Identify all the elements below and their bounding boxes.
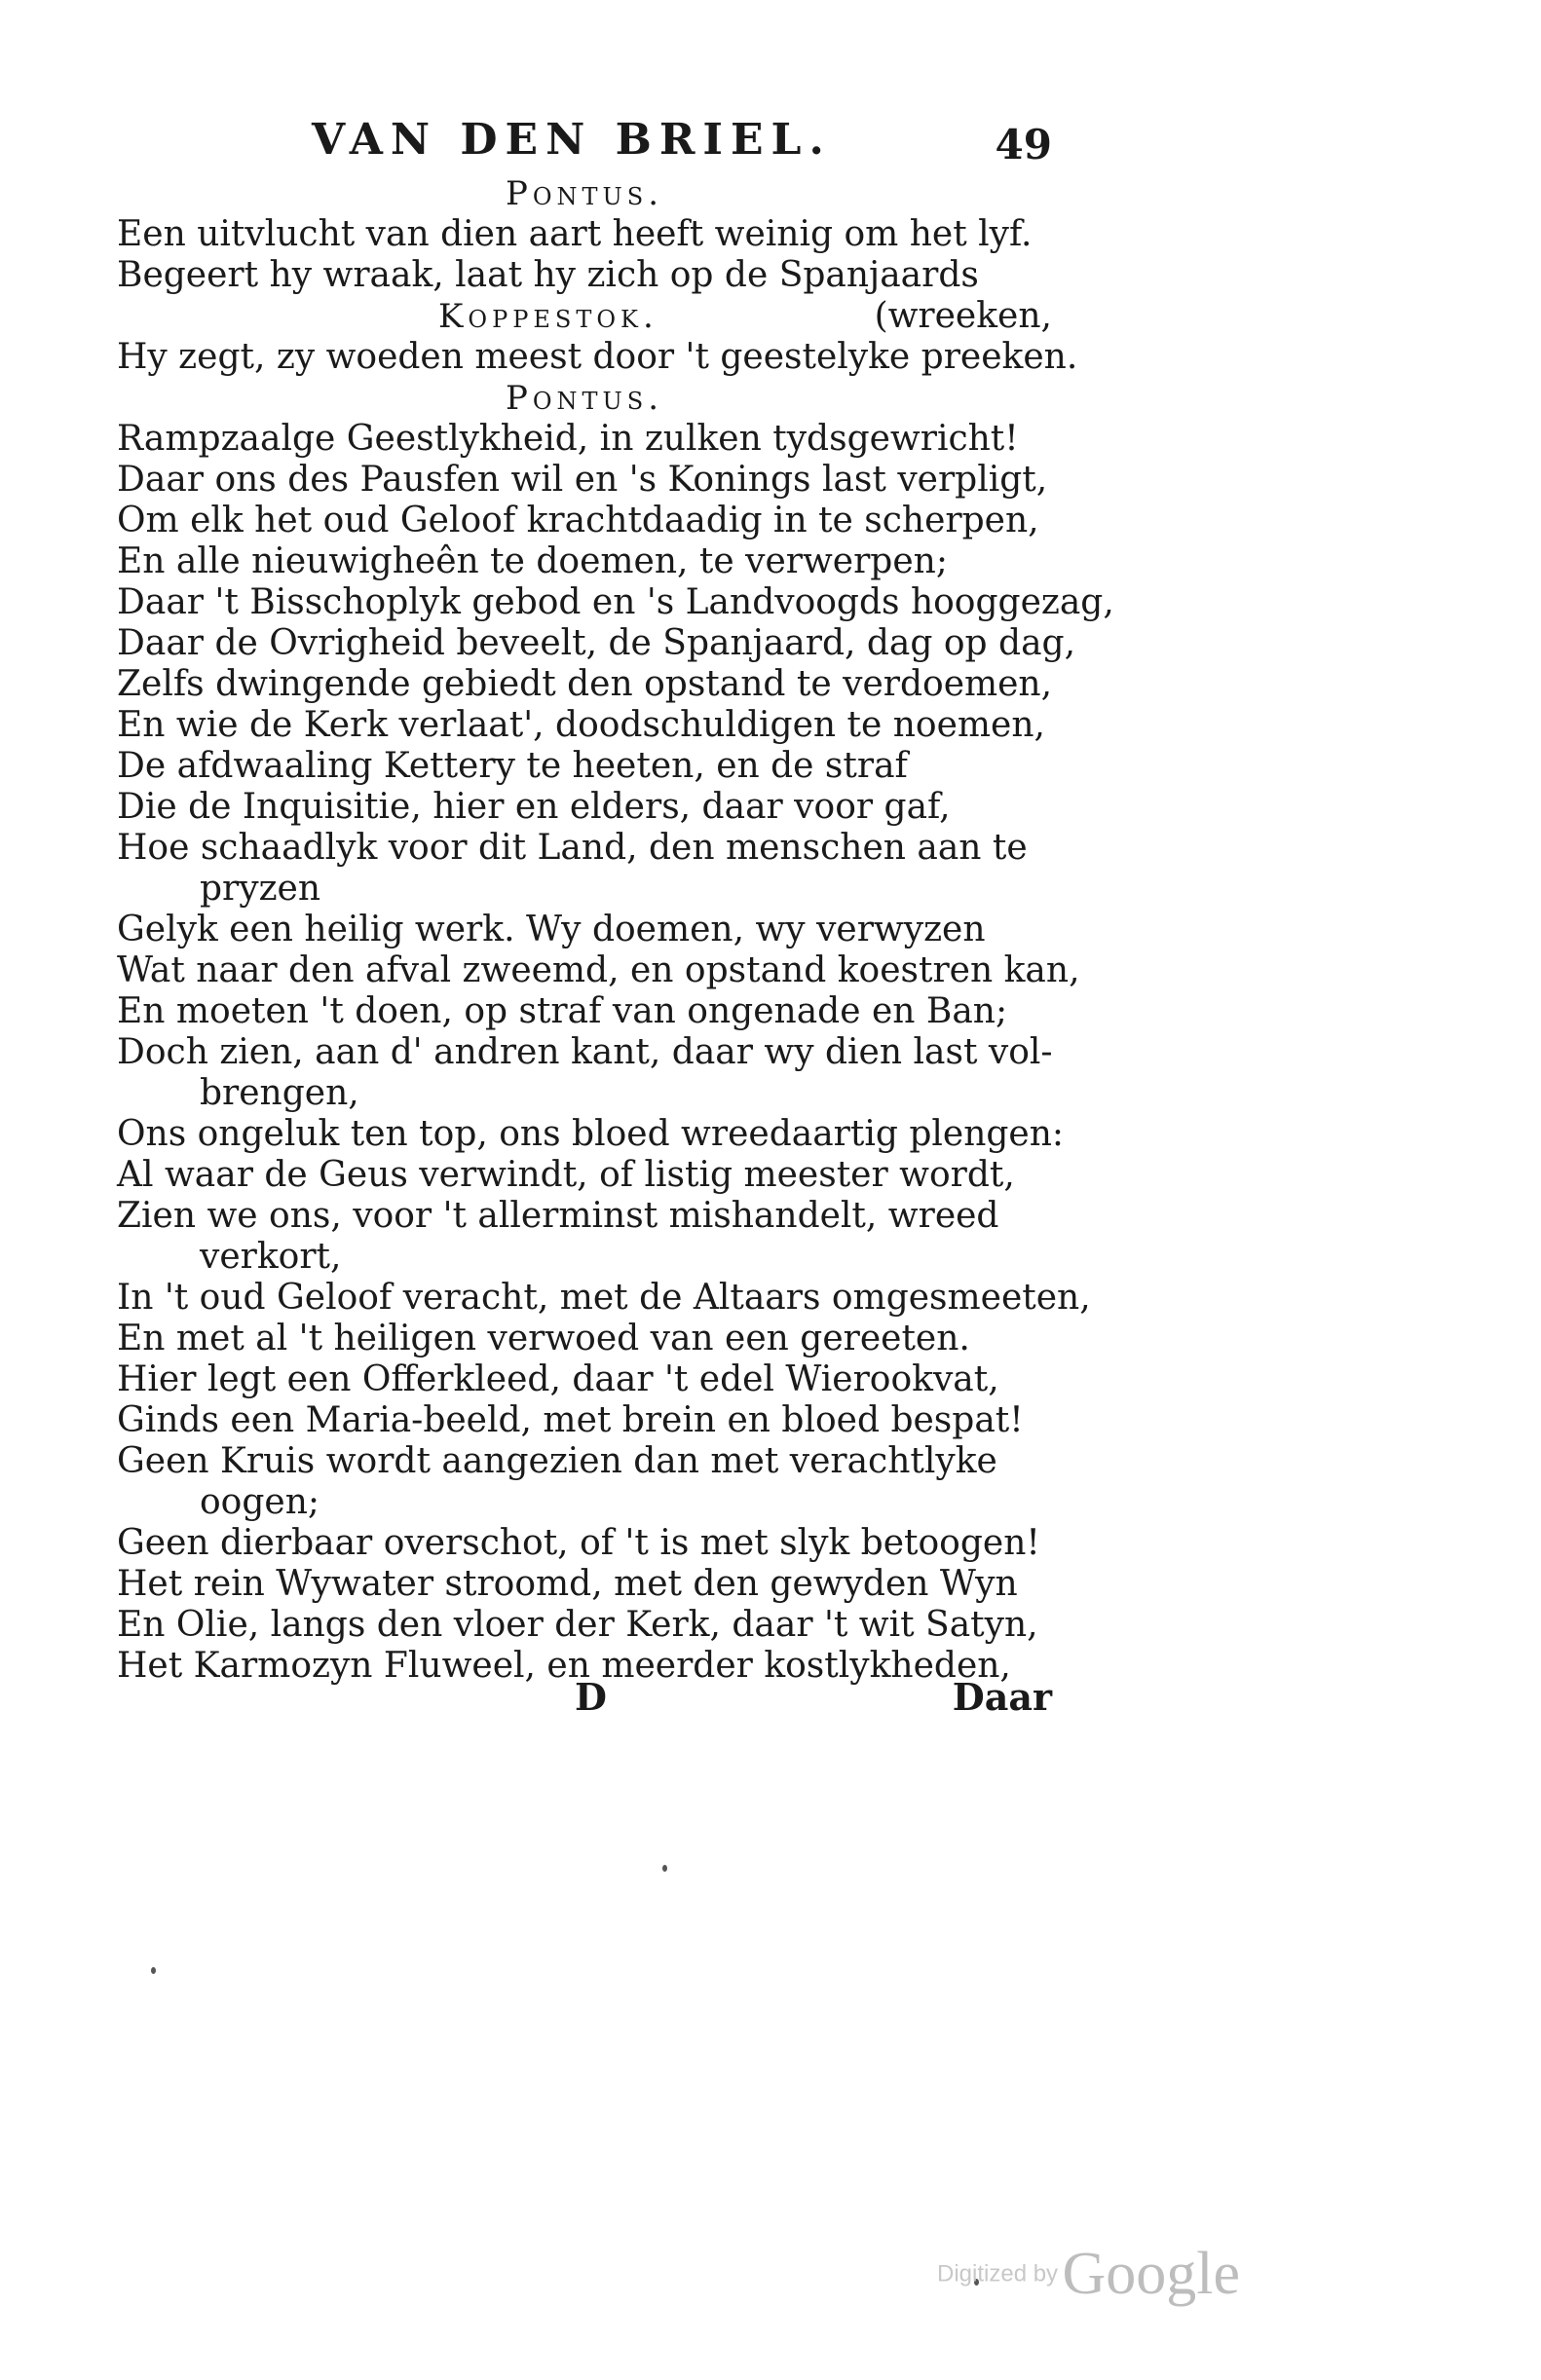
speaker-name: Pontus. <box>505 174 664 213</box>
verse-line: In 't oud Geloof veracht, met de Altaars omgesmeeten, <box>117 1278 1091 1318</box>
verse-line: Daar ons des Pausfen wil en 's Konings last verpligt, <box>117 460 1048 500</box>
verse-line: Het Karmozyn Fluweel, en meerder kostlykheden, <box>117 1646 1011 1686</box>
verse-line: Een uitvlucht van dien aart heeft weinig om het lyf. <box>117 214 1033 254</box>
verse-line: En wie de Kerk verlaat', doodschuldigen te noemen, <box>117 705 1045 745</box>
watermark-brand: Google <box>1062 2241 1241 2307</box>
verse-turnover: oogen; <box>200 1482 320 1522</box>
verse-line: Die de Inquisitie, hier en elders, daar voor gaf, <box>117 787 951 827</box>
verse-line: Wat naar den afval zweemd, en opstand koestren kan, <box>117 950 1080 990</box>
verse-line: Gelyk een heilig werk. Wy doemen, wy verwyzen <box>117 910 986 949</box>
page-number: 49 <box>995 121 1052 168</box>
verse-line: Rampzaalge Geestlykheid, in zulken tydsgewricht! <box>117 419 1019 459</box>
verse-line: Daar 't Bisschoplyk gebod en 's Landvoogds hooggezag, <box>117 582 1114 622</box>
running-head: VAN DEN BRIEL. <box>312 115 832 165</box>
verse-line: Begeert hy wraak, laat hy zich op de Spanjaards <box>117 255 979 295</box>
verse-line: Ginds een Maria-beeld, met brein en bloed bespat! <box>117 1400 1024 1440</box>
verse-line: En moeten 't doen, op straf van ongenade en Ban; <box>117 991 1008 1031</box>
verse-turnover: pryzen <box>200 869 321 909</box>
page-footer <box>117 1675 1052 1720</box>
verse-line: Geen dierbaar overschot, of 't is met slyk betoogen! <box>117 1523 1040 1563</box>
verse-line: Hy zegt, zy woeden meest door 't geestelyke preeken. <box>117 337 1078 377</box>
verse-text <box>117 173 1114 1687</box>
catchword: Daar <box>952 1675 1052 1719</box>
verse-line: Om elk het oud Geloof krachtdaadig in te scherpen, <box>117 501 1039 540</box>
speaker-name: Koppestok. <box>438 297 658 336</box>
ink-speck <box>662 1865 667 1872</box>
verse-line: Daar de Ovrigheid beveelt, de Spanjaard, dag op dag, <box>117 623 1076 663</box>
verse-line: Zien we ons, voor 't allerminst mishandelt, wreed <box>117 1196 999 1236</box>
verse-turnover: verkort, <box>200 1237 342 1277</box>
verse-line: Doch zien, aan d' andren kant, daar wy dien last vol- <box>117 1032 1053 1072</box>
verse-line: En alle nieuwigheên te doemen, te verwerpen; <box>117 541 948 581</box>
verse-line: Al waar de Geus verwindt, of listig meester wordt, <box>117 1155 1015 1195</box>
verse-line: Geen Kruis wordt aangezien dan met verachtlyke <box>117 1441 997 1481</box>
verse-line: Hier legt een Offerkleed, daar 't edel Wierookvat, <box>117 1359 999 1399</box>
verse-line-end: (wreeken, <box>874 296 1052 336</box>
page-header <box>292 115 1052 173</box>
verse-line: Ons ongeluk ten top, ons bloed wreedaartig plengen: <box>117 1114 1065 1154</box>
verse-line: Hoe schaadlyk voor dit Land, den menschen aan te <box>117 828 1028 868</box>
verse-line: En met al 't heiligen verwoed van een gereeten. <box>117 1319 970 1358</box>
signature-mark: D <box>575 1675 607 1719</box>
verse-line: En Olie, langs den vloer der Kerk, daar 't wit Satyn, <box>117 1605 1038 1645</box>
verse-turnover: brengen, <box>200 1073 359 1113</box>
verse-line: De afdwaaling Kettery te heeten, en de straf <box>117 746 908 786</box>
verse-line <box>117 296 1052 337</box>
digitized-watermark <box>937 2240 1240 2309</box>
ink-speck <box>151 1967 156 1974</box>
watermark-prefix: Digitized by <box>937 2260 1059 2287</box>
speaker-name: Pontus. <box>505 379 664 418</box>
verse-line: Zelfs dwingende gebiedt den opstand te verdoemen, <box>117 664 1053 704</box>
verse-line: Het rein Wywater stroomd, met den gewyden Wyn <box>117 1564 1018 1604</box>
